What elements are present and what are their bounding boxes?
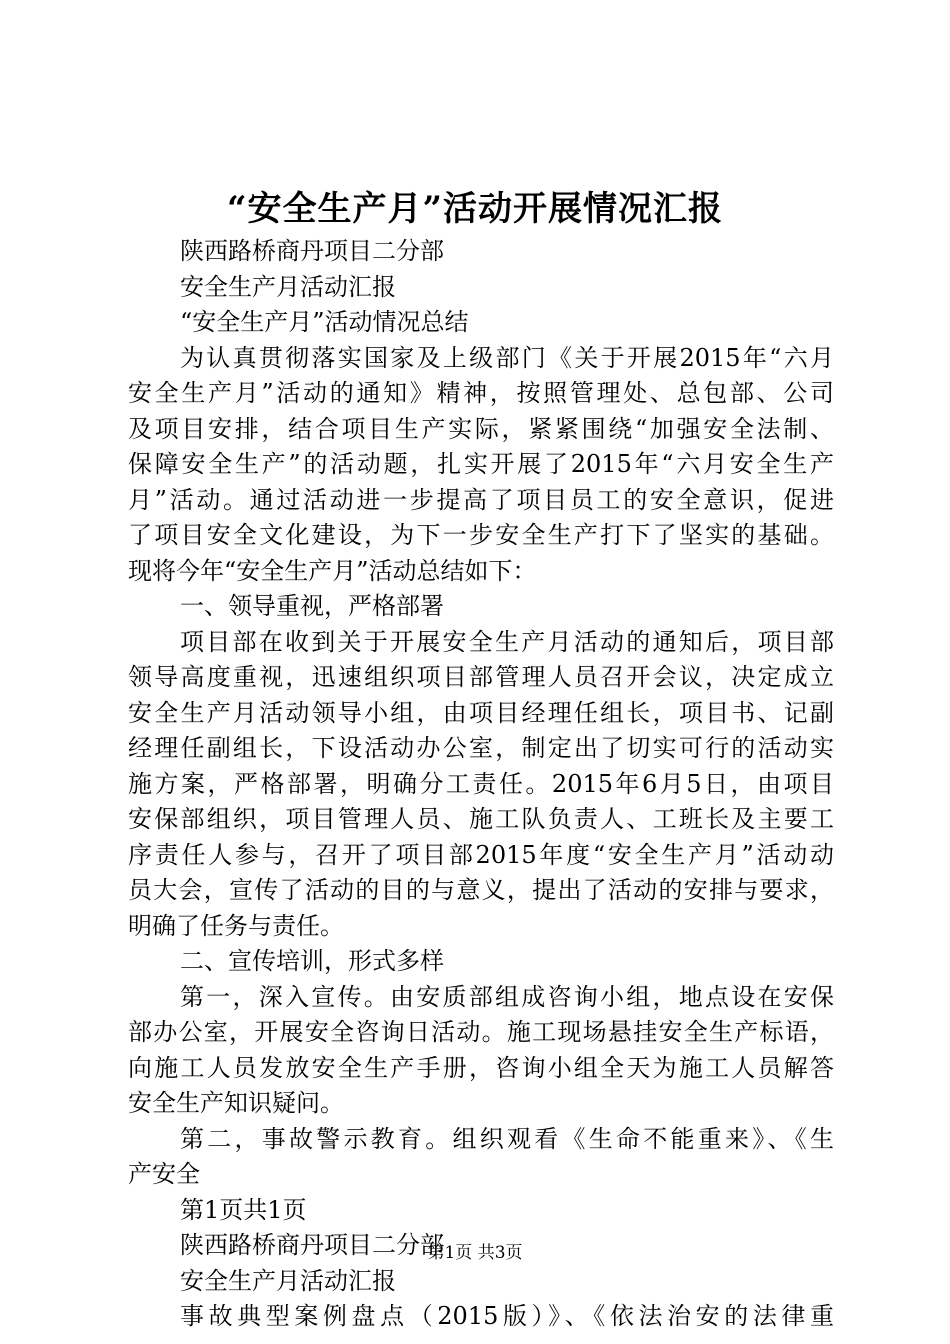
text-line: 安全生产月”活动的通知》精神，按照管理处、总包部、公司 — [128, 379, 834, 407]
inline-page-count: 第1页共1页 — [180, 1195, 307, 1224]
text-line: 及项目安排，结合项目生产实际，紧紧围绕“加强安全法制、 — [128, 414, 834, 443]
text-line: 序责任人参与，召开了项目部2015年度“安全生产月”活动动 — [128, 840, 834, 869]
text-line: 了项目安全文化建设，为下一步安全生产打下了坚实的基础。 — [128, 521, 834, 549]
section-heading: 二、宣传培训，形式多样 — [180, 947, 444, 975]
text-line: 明确了任务与责任。 — [128, 911, 344, 940]
text-line: 安全生产知识疑问。 — [128, 1089, 344, 1117]
text-line: 施方案，严格部署，明确分工责任。2015年6月5日，由项目 — [128, 769, 834, 798]
summary-heading: “安全生产月”活动情况总结 — [180, 308, 469, 336]
text-line: 项目部在收到关于开展安全生产月活动的通知后，项目部 — [180, 627, 834, 656]
text-line: 经理任副组长，下设活动办公室，制定出了切实可行的活动实 — [128, 734, 834, 762]
header-report-line: 安全生产月活动汇报 — [180, 272, 396, 301]
text-line: 部办公室，开展安全咨询日活动。施工现场悬挂安全生产标语， — [128, 1018, 834, 1046]
text-line: 保障安全生产”的活动题，扎实开展了2015年“六月安全生产 — [128, 450, 834, 478]
page-footer: 第1页 共3页 — [427, 1243, 523, 1263]
text-line: 第一，深入宣传。由安质部组成咨询小组，地点设在安保 — [180, 982, 834, 1011]
text-line: 现将今年“安全生产月”活动总结如下： — [128, 556, 537, 585]
text-line: 安全生产月活动领导小组，由项目经理任组长，项目书、记副 — [128, 698, 834, 727]
text-line: 为认真贯彻落实国家及上级部门《关于开展2015年“六月 — [180, 343, 834, 372]
text-line: 第二，事故警示教育。组织观看《生命不能重来》、《生 — [180, 1124, 834, 1153]
text-line: 事故典型案例盘点（2015版）》、《依法治安的法律重 — [180, 1302, 834, 1330]
section-heading: 一、领导重视，严格部署 — [180, 592, 444, 620]
text-line: 向施工人员发放安全生产手册，咨询小组全天为施工人员解答 — [128, 1053, 834, 1082]
text-line: 领导高度重视，迅速组织项目部管理人员召开会议，决定成立 — [128, 663, 834, 691]
text-line: 产安全 — [128, 1160, 200, 1188]
text-line: 月”活动。通过活动进一步提高了项目员工的安全意识，促进 — [128, 485, 834, 514]
header-report-line: 安全生产月活动汇报 — [180, 1266, 396, 1295]
document-title: “安全生产月”活动开展情况汇报 — [226, 189, 724, 229]
text-line: 员大会，宣传了活动的目的与意义，提出了活动的安排与要求， — [128, 876, 834, 904]
text-line: 安保部组织，项目管理人员、施工队负责人、工班长及主要工 — [128, 805, 834, 833]
document-body — [128, 234, 834, 1335]
header-org-line: 陕西路桥商丹项目二分部 — [180, 1231, 444, 1259]
header-org-line: 陕西路桥商丹项目二分部 — [180, 237, 444, 265]
